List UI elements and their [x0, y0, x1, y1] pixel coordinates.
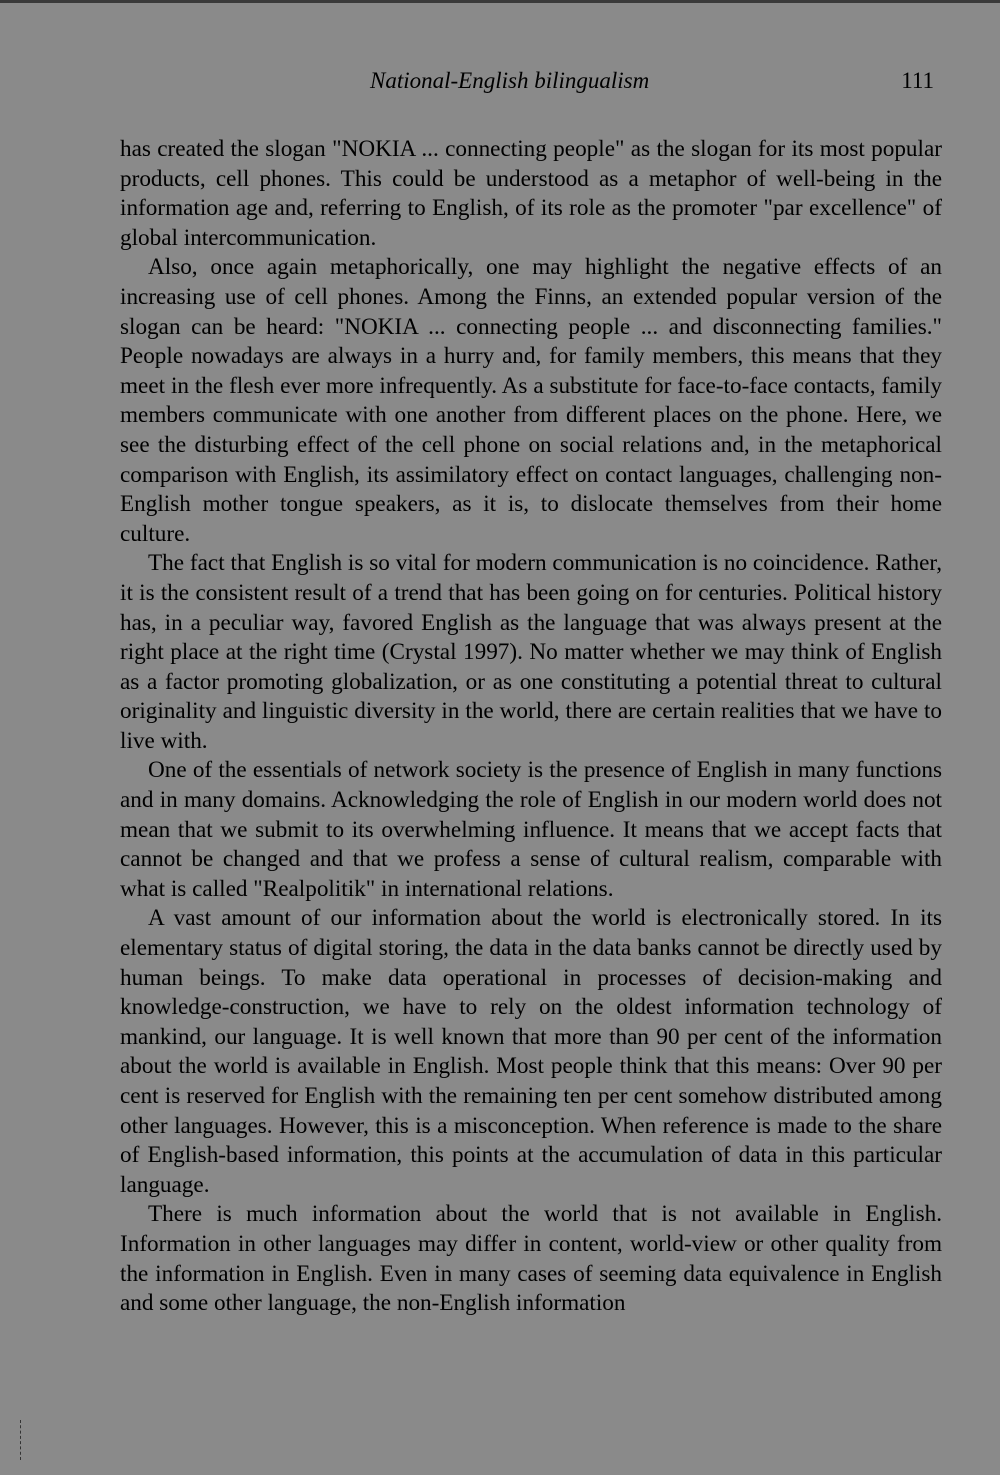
paragraph-continued: has created the slogan "NOKIA ... connecting people" as the slogan for its most popular products, cell phones. This could be understood as a metaphor of well-being in the information age and, referring to English, of its role as the promoter "par excellence" of global intercommunication.: [120, 136, 942, 251]
page-number: 111: [901, 68, 934, 93]
paragraph: The fact that English is so vital for modern communication is no coincidence. Rather, it is the consistent result of a trend that has been going on for centuries. Political history has, in a peculiar way, favored English as the language that was always present at the right place at the right time (Crystal 1997). No matter whether we may think of English as a factor promoting globalization, or as one constituting a potential threat to cultural originality and linguistic diversity in the world, there are certain realities that we have to live with.: [120, 550, 942, 754]
paragraph: A vast amount of our information about the world is electronically stored. In its elementary status of digital storing, the data in the data banks cannot be directly used by human beings. To make data operational in processes of decision-making and knowledge-construction, we have to rely on the oldest information technology of mankind, our language. It is well known that more than 90 per cent of the information about the world is available in English. Most people think that this means: Over 90 per cent is reserved for English with the remaining ten per cent somehow distributed among other languages. However, this is a misconception. When reference is made to the share of English-based information, this points at the accumulation of data in this particular language.: [120, 905, 942, 1198]
paragraph: There is much information about the world that is not available in English. Information in other languages may differ in content, world-view or other quality from the information in English. Even in many cases of seeming data equivalence in English and some other language, the non-English information: [120, 1201, 942, 1317]
running-head-title: National-English bilingualism: [370, 68, 650, 93]
paragraph: One of the essentials of network society is the presence of English in many functions and in many domains. Acknowledging the role of English in our modern world does not mean that we submit to its overwhelming influence. It means that we accept facts that cannot be changed and that we profess a sense of cultural realism, comparable with what is called "Realpolitik" in international relations.: [120, 757, 942, 902]
body-text: [120, 135, 942, 1319]
scan-margin-mark: [20, 1420, 23, 1460]
page-header: [120, 68, 942, 104]
page-top-edge: [0, 0, 1000, 3]
paragraph: Also, once again metaphorically, one may highlight the negative effects of an increasing use of cell phones. Among the Finns, an extended popular version of the slogan can be heard: "NOKIA ... connecting people ... and disconnecting families." People nowadays are always in a hurry and, for family members, this means that they meet in the flesh ever more infrequently. As a substitute for face-to-face contacts, family members communicate with one another from different places on the phone. Here, we see the disturbing effect of the cell phone on social relations and, in the metaphorical comparison with English, its assimilatory effect on contact languages, challenging non-English mother tongue speakers, as it is, to dislocate themselves from their home culture.: [120, 254, 942, 547]
